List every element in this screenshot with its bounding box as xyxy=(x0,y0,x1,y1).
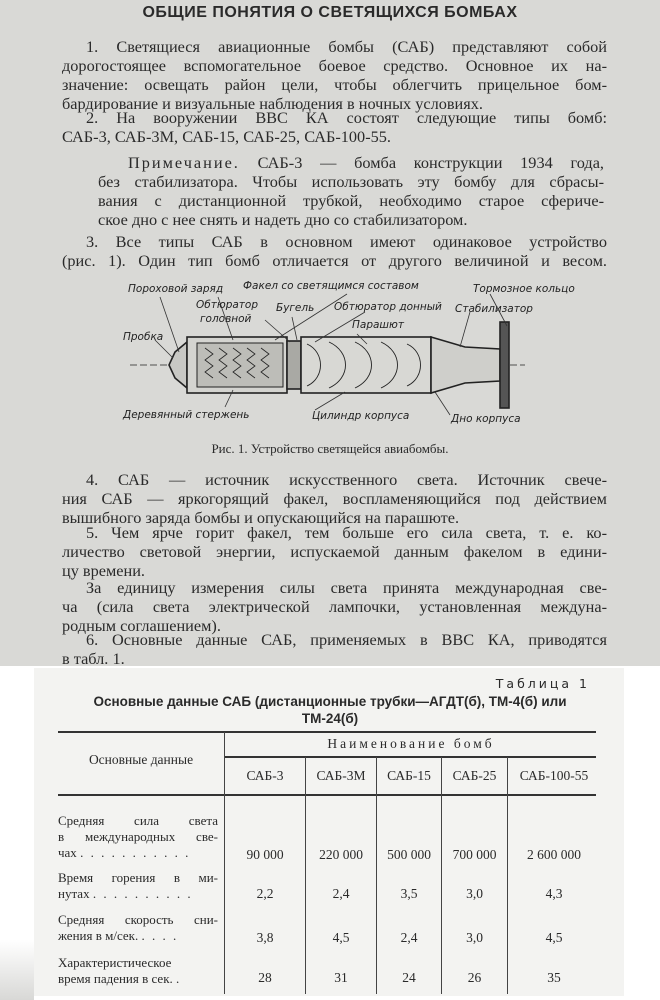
label-torch: Факел со светящимся составом xyxy=(243,280,419,292)
table-cell: 2 600 000 xyxy=(527,847,581,862)
table-row-label xyxy=(58,955,218,987)
row4-label-line-1: Характеристическое xyxy=(58,955,172,970)
table-cell: 28 xyxy=(258,970,272,985)
row3-label-line-2 xyxy=(58,928,218,944)
paragraph-2 xyxy=(62,108,607,146)
row4-label-line-2 xyxy=(58,971,218,987)
row2-leader-dots: . . . . . . . . . . xyxy=(92,886,193,901)
paragraph-6 xyxy=(62,578,607,635)
label-obturator-bottom: Обтюратор донный xyxy=(334,301,442,313)
paragraph-3 xyxy=(62,232,607,270)
note-line-1 xyxy=(128,153,604,172)
row4-label-text: время падения в сек. xyxy=(58,971,173,986)
row1-label-line-3 xyxy=(58,845,218,861)
paragraph-1 xyxy=(62,37,607,113)
table-header-rule xyxy=(58,794,596,796)
table-divider-4 xyxy=(441,757,442,994)
p5-line-3: цу времени. xyxy=(62,561,146,580)
figure-caption: Рис. 1. Устройство светящейся авиабомбы. xyxy=(211,441,449,456)
p7-line-1: 6. Основные данные САБ, применяемых в ВВС КА, приводятся xyxy=(86,630,607,649)
group-header: Наименование бомб xyxy=(327,736,495,751)
table-row-label xyxy=(58,912,218,944)
row1-leader-dots: . . . . . . . . . . . xyxy=(80,845,191,860)
table-row-label xyxy=(58,813,218,861)
p2-line-2: САБ-3, САБ-3М, САБ-15, САБ-25, САБ-100-55. xyxy=(62,127,391,146)
paragraph-7 xyxy=(62,630,607,668)
label-charge: Пороховой заряд xyxy=(128,283,224,295)
row3-label-line-1: Средняя скорость сни- xyxy=(58,912,218,927)
p3-line-2: (рис. 1). Один тип бомб отличается от другого величиной и весом. xyxy=(62,251,607,270)
row2-label-line-1: Время горения в ми- xyxy=(58,870,218,885)
page-title: ОБЩИЕ ПОНЯТИЯ О СВЕТЯЩИХСЯ БОМБАХ xyxy=(142,4,518,21)
table-top-rule xyxy=(58,731,596,733)
note-paragraph-cont xyxy=(98,172,604,229)
p3-line-1: 3. Все типы САБ в основном имеют одинаковое устройство xyxy=(86,232,607,251)
row1-label-text: чах xyxy=(58,845,77,860)
table-divider-2 xyxy=(305,757,306,994)
note-head: Примечание. xyxy=(128,153,240,172)
table-title-line-1: Основные данные САБ (дистанционные трубки—АГДТ(б), ТМ-4(б) или xyxy=(93,694,567,709)
p1-line-4: бардирование и визуальные наблюдения в ночных условиях. xyxy=(62,94,483,113)
row2-label-text: нутах xyxy=(58,886,90,901)
col-header-sab-3: САБ-3 xyxy=(246,768,284,783)
note-line-4: ское дно с нее снять и надеть дно со стабилизатором. xyxy=(98,210,468,229)
table-cell: 4,3 xyxy=(545,886,563,901)
stabilizer-shape xyxy=(431,337,500,393)
bottom-plate xyxy=(500,322,509,408)
table-cell: 90 000 xyxy=(246,847,284,862)
table-cell: 26 xyxy=(467,970,482,985)
table-cell: 220 000 xyxy=(319,847,363,862)
col-header-sab-100-55: САБ-100-55 xyxy=(519,768,589,783)
paragraph-5 xyxy=(62,523,607,580)
table-title-line-2: ТМ-24(б) xyxy=(301,711,359,726)
table-cell: 2,2 xyxy=(256,886,274,901)
table-cell: 31 xyxy=(334,970,348,985)
p4-line-1: 4. САБ — источник искусственного света. Источник свече- xyxy=(86,470,607,489)
table-cell: 3,8 xyxy=(256,930,274,945)
p2-line-1: 2. На вооружении ВВС КА состоят следующие типы бомб: xyxy=(86,108,607,127)
p6-line-3: родным соглашением). xyxy=(62,616,221,635)
label-brake-ring: Тормозное кольцо xyxy=(473,283,575,295)
label-obturator-head-2: головной xyxy=(200,313,252,325)
note-line-1-rest: САБ-3 — бомба конструкции 1934 года, xyxy=(239,153,604,172)
p1-line-2: дорогостоящее вспомогательное боевое средство. Основное их на- xyxy=(62,56,607,75)
table-divider-5 xyxy=(507,757,508,994)
table-title xyxy=(60,693,600,727)
p6-line-1: За единицу измерения силы света принята международная све- xyxy=(86,578,607,597)
label-obturator-head-1: Обтюратор xyxy=(196,299,259,311)
p1-line-3: значение: освещать район цели, чтобы облегчить прицельное бом- xyxy=(62,75,607,94)
table-cell: 35 xyxy=(547,970,561,985)
table-cell: 24 xyxy=(402,970,416,985)
note-line-2: без стабилизатора. Чтобы использовать эту бомбу для сбрасы- xyxy=(98,172,604,191)
row-header: Основные данные xyxy=(88,752,194,767)
col-header-sab-25: САБ-25 xyxy=(452,768,497,783)
label-bottom: Дно корпуса xyxy=(451,413,521,425)
p1-line-1: 1. Светящиеся авиационные бомбы (САБ) представляют собой xyxy=(86,37,607,56)
row4-leader-dots: . xyxy=(176,971,182,986)
table-label: Таблица 1 xyxy=(495,676,590,691)
label-rod: Деревянный стержень xyxy=(123,409,250,421)
paragraph-4 xyxy=(62,470,607,527)
p5-line-2: личество световой энергии, испускаемой данным факелом в едини- xyxy=(62,542,607,561)
col-header-sab-15: САБ-15 xyxy=(387,768,431,783)
table-cell: 700 000 xyxy=(452,847,497,862)
p5-line-1: 5. Чем ярче горит факел, тем больше его сила света, т. е. ко- xyxy=(86,523,607,542)
table-cell: 2,4 xyxy=(332,886,350,901)
table-group-rule xyxy=(224,756,596,758)
table-cell: 3,0 xyxy=(466,886,483,901)
table-cell: 500 000 xyxy=(387,847,431,862)
row3-leader-dots: . . . . xyxy=(141,928,179,943)
table-row-label xyxy=(58,870,218,902)
page-edge-shade xyxy=(0,940,34,1000)
table-divider-3 xyxy=(376,757,377,994)
p6-line-2: ча (сила света электрической лампочки, установленная междуна- xyxy=(62,597,607,616)
table-cell: 3,5 xyxy=(400,886,418,901)
row1-label-line-2: в международных све- xyxy=(58,829,218,844)
row3-label-text: жения в м/сек. xyxy=(58,928,139,943)
table-cell: 2,4 xyxy=(400,930,418,945)
bugel-shape xyxy=(287,341,301,389)
label-plug: Пробка xyxy=(123,331,164,343)
label-bugel: Бугель xyxy=(276,302,315,314)
table-cell: 4,5 xyxy=(545,930,563,945)
table-cell: 3,0 xyxy=(466,930,483,945)
table-cell: 4,5 xyxy=(332,930,350,945)
note-paragraph xyxy=(128,153,604,172)
label-cylinder: Цилиндр корпуса xyxy=(312,410,410,422)
row2-label-line-2 xyxy=(58,886,218,902)
label-stabilizer: Стабилизатор xyxy=(455,303,533,315)
note-line-3: вания с дистанционной трубкой, необходимо старое сфериче- xyxy=(98,191,604,210)
label-parachute: Парашют xyxy=(352,319,404,331)
p4-line-3: вышибного заряда бомбы и опускающийся на парашюте. xyxy=(62,508,460,527)
col-header-sab-3m: САБ-3М xyxy=(316,768,366,783)
row1-label-line-1: Средняя сила света xyxy=(58,813,218,828)
p4-line-2: ния САБ — яркогорящий факел, воспламеняющийся под действием xyxy=(62,489,607,508)
p7-line-2: в табл. 1. xyxy=(62,649,125,668)
